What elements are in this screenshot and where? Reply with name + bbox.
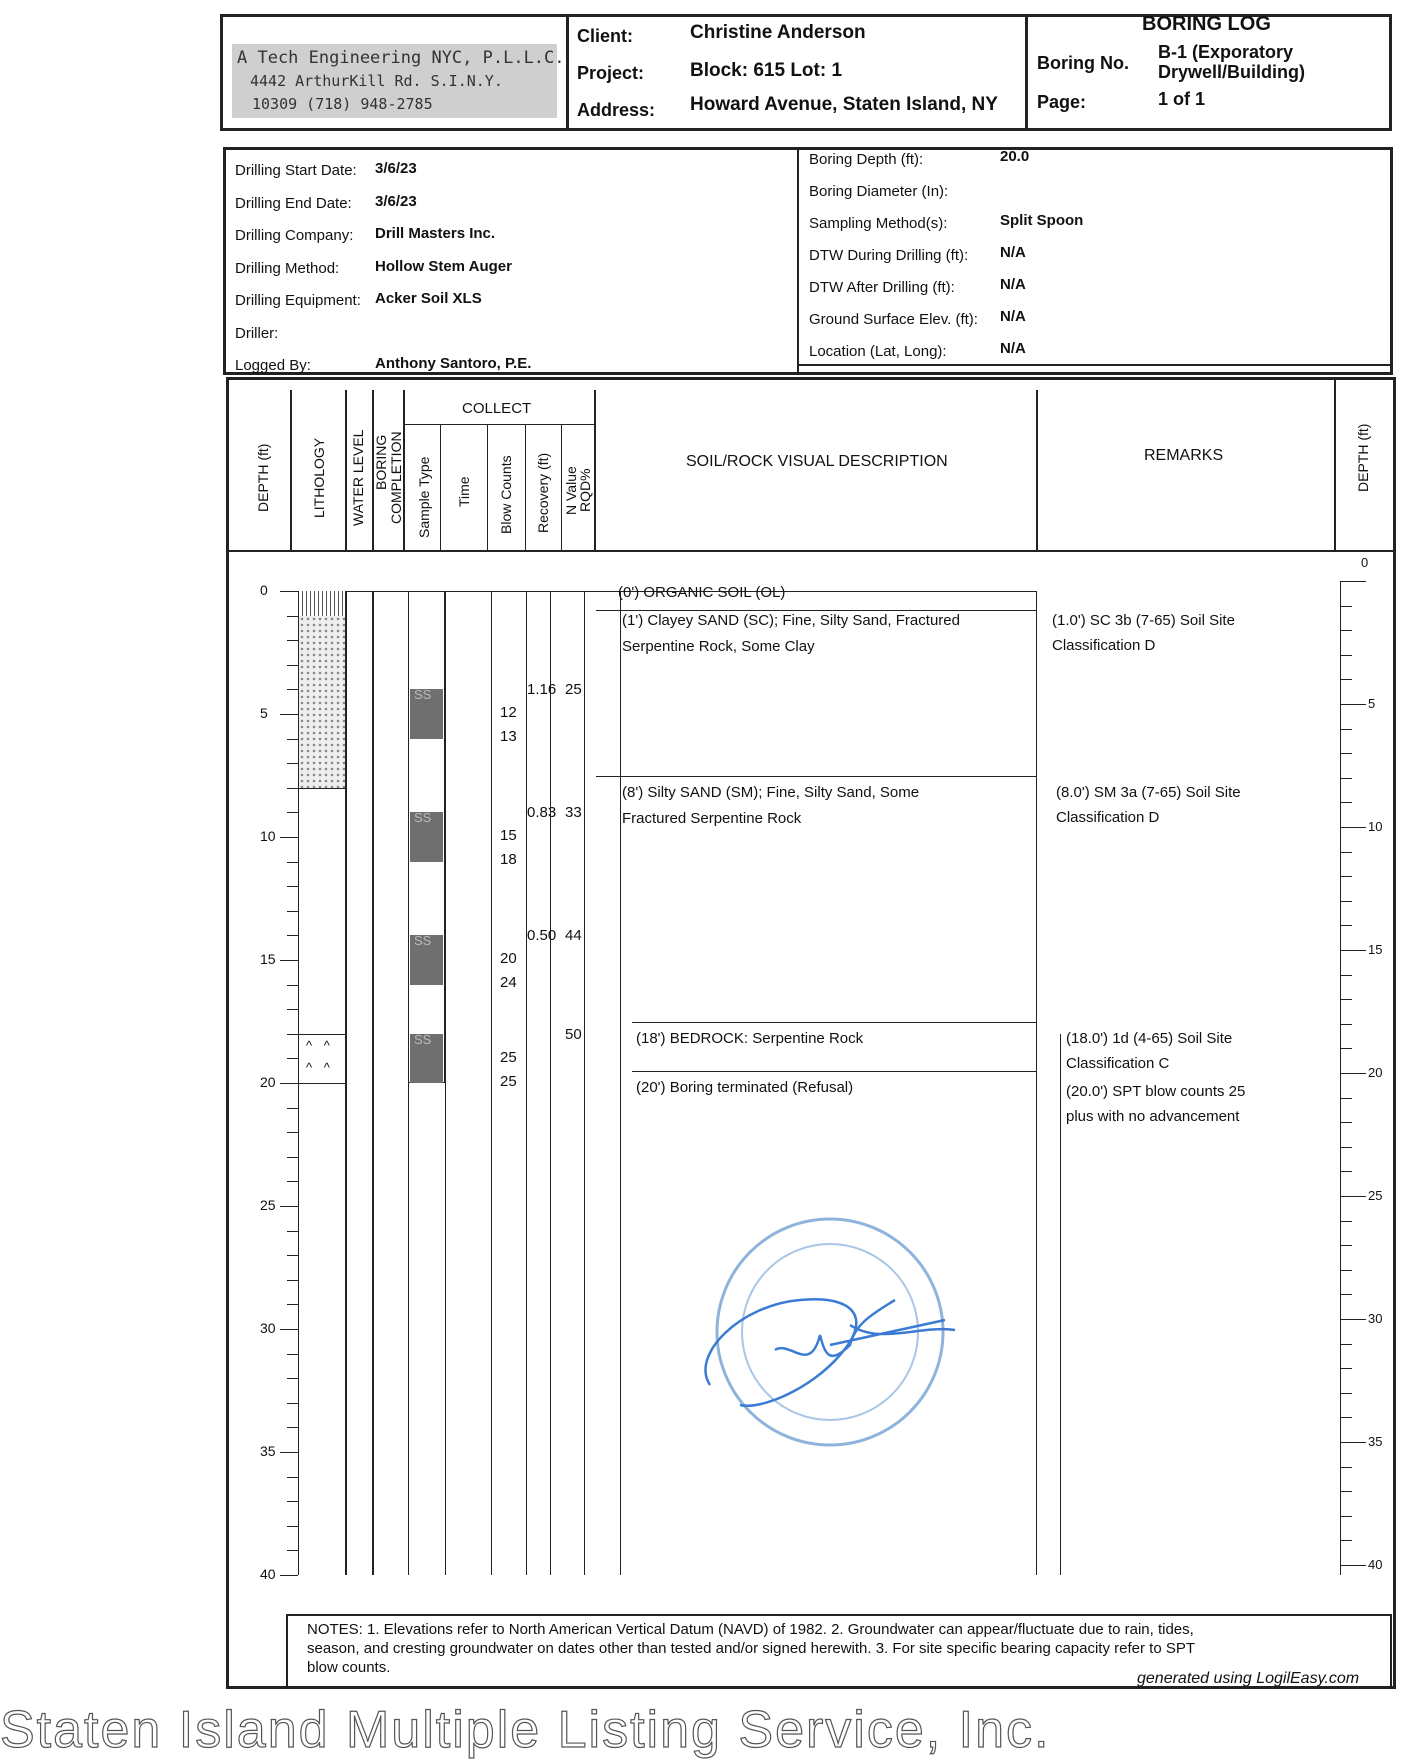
recovery-value: 0.50 xyxy=(527,927,557,945)
drilling-info-value: 3/6/23 xyxy=(375,160,417,177)
boring-info-label: Location (Lat, Long): xyxy=(809,343,947,360)
drilling-info-label: Drilling Method: xyxy=(235,259,340,277)
info-divider xyxy=(797,147,799,375)
depth-tick-right xyxy=(1340,1122,1352,1123)
depth-tick-right xyxy=(1340,655,1352,656)
depth-tick xyxy=(287,1378,298,1379)
col-header-description: SOIL/ROCK VISUAL DESCRIPTION xyxy=(686,453,948,470)
blow-count: 13 xyxy=(500,728,517,746)
lithology-clayey-sand xyxy=(299,616,345,788)
drilling-info-label: Drilling Start Date: xyxy=(235,162,357,179)
depth-tick-right xyxy=(1340,901,1352,902)
drilling-info-value: 3/6/23 xyxy=(375,192,417,210)
col-header-n-value-1: N Value xyxy=(563,466,579,515)
depth-tick xyxy=(280,1329,298,1330)
depth-tick-right xyxy=(1340,975,1352,976)
depth-tick-right xyxy=(1340,1491,1352,1492)
description-line: (0') ORGANIC SOIL (OL) xyxy=(618,584,786,601)
depth-tick-right xyxy=(1340,581,1366,582)
info-divider-bottom xyxy=(799,364,1393,366)
depth-tick-right xyxy=(1340,1516,1352,1517)
depth-tick xyxy=(287,812,298,813)
col-header-collect: COLLECT xyxy=(462,400,532,417)
depth-label: 35 xyxy=(260,1443,276,1459)
depth-tick xyxy=(280,837,298,838)
col-header-lithology: LITHOLOGY xyxy=(311,437,327,518)
depth-label: 30 xyxy=(260,1320,276,1336)
n-value: 25 xyxy=(565,681,582,699)
blow-count: 20 xyxy=(500,950,517,968)
body-col-line xyxy=(345,591,347,1575)
col-sep xyxy=(525,424,526,550)
depth-tick xyxy=(280,1575,298,1576)
lithology-boundary xyxy=(290,1083,345,1084)
sample-type: SS xyxy=(414,810,432,826)
depth-tick-right xyxy=(1340,1024,1352,1025)
depth-label-right: 5 xyxy=(1368,696,1376,711)
depth-tick xyxy=(280,1206,298,1207)
description-line: Serpentine Rock, Some Clay xyxy=(622,637,815,655)
depth-tick xyxy=(287,1231,298,1232)
body-col-line xyxy=(584,591,585,1575)
col-header-n-value-2: RQD% xyxy=(577,468,593,512)
depth-tick xyxy=(287,1403,298,1404)
address-value: Howard Avenue, Staten Island, NY xyxy=(690,94,998,115)
col-header-boring-completion-1: BORING xyxy=(373,434,389,490)
depth-tick-right xyxy=(1340,1270,1352,1271)
remark-line: plus with no advancement xyxy=(1066,1108,1240,1125)
depth-tick xyxy=(280,714,298,715)
col-header-sample-type: Sample Type xyxy=(416,456,432,538)
drilling-info-label: Logged By: xyxy=(235,357,311,374)
depth-tick xyxy=(287,1058,298,1059)
depth-tick-right xyxy=(1340,1565,1366,1566)
client-label: Client: xyxy=(577,26,633,46)
recovery-value: 0.83 xyxy=(527,804,557,822)
client-value: Christine Anderson xyxy=(690,22,866,43)
depth-tick xyxy=(287,1501,298,1502)
engineer-seal xyxy=(680,1205,970,1455)
collect-underline xyxy=(403,424,594,425)
depth-tick-right xyxy=(1340,1171,1352,1172)
drilling-info-value: Drill Masters Inc. xyxy=(375,225,496,242)
boring-no-value-2: Drywell/Building) xyxy=(1158,62,1306,82)
drilling-info-label: Drilling Company: xyxy=(235,227,354,244)
company-line-2: 4442 ArthurKill Rd. S.I.N.Y. xyxy=(250,72,503,90)
depth-label: 10 xyxy=(260,828,276,844)
col-header-time: Time xyxy=(456,476,472,507)
lithology-organic xyxy=(299,591,345,616)
depth-tick xyxy=(287,1477,298,1478)
lithology-boundary xyxy=(290,1034,345,1035)
depth-tick-right xyxy=(1340,1196,1366,1197)
depth-tick-right xyxy=(1340,1467,1352,1468)
col-sep xyxy=(594,390,596,550)
drilling-info-label: Drilling End Date: xyxy=(235,194,352,212)
remark-line: (20.0') SPT blow counts 25 xyxy=(1066,1083,1246,1100)
depth-tick xyxy=(287,739,298,740)
address-label: Address: xyxy=(577,100,656,120)
col-sep xyxy=(345,390,347,550)
boring-info-label: DTW After Drilling (ft): xyxy=(809,279,955,296)
col-sep xyxy=(290,390,292,550)
boring-info-value: N/A xyxy=(1000,276,1026,293)
boring-info-value: N/A xyxy=(1000,244,1026,261)
depth-tick-right xyxy=(1340,852,1352,853)
lithology-bedrock: ^ ^ xyxy=(306,1060,334,1076)
depth-tick xyxy=(287,1181,298,1182)
depth-tick-right xyxy=(1340,1098,1352,1099)
col-header-boring-completion-2: COMPLETION xyxy=(388,431,404,524)
depth-tick-right xyxy=(1340,1442,1366,1443)
depth-tick xyxy=(287,985,298,986)
depth-tick xyxy=(287,886,298,887)
col-header-remarks: REMARKS xyxy=(1144,447,1224,464)
blow-count: 24 xyxy=(500,974,517,992)
depth-tick xyxy=(280,591,298,592)
depth-tick xyxy=(287,1354,298,1355)
remark-line: Classification C xyxy=(1066,1054,1170,1072)
depth-label-right: 35 xyxy=(1368,1434,1383,1449)
sample-type: SS xyxy=(414,687,432,703)
notes-line-2: season, and cresting groundwater on dates other than tested and/or signed herewith. 3. For site specific bearing capacity refer to SPT xyxy=(307,1640,1196,1657)
drilling-info-value: Hollow Stem Auger xyxy=(375,257,512,275)
boring-no-value-1: B-1 (Exporatory xyxy=(1158,42,1294,62)
depth-tick-right xyxy=(1340,827,1366,828)
description-line: (20') Boring terminated (Refusal) xyxy=(636,1079,854,1096)
depth-tick xyxy=(287,1157,298,1158)
depth-tick xyxy=(287,665,298,666)
body-col-line xyxy=(372,591,374,1575)
description-line: Fractured Serpentine Rock xyxy=(622,809,802,827)
header-divider-1 xyxy=(566,14,569,131)
depth-axis-right xyxy=(1340,581,1341,1575)
depth-tick xyxy=(280,1452,298,1453)
page-title: BORING LOG xyxy=(1142,13,1271,35)
depth-label: 5 xyxy=(260,705,268,721)
page-value: 1 of 1 xyxy=(1158,89,1206,109)
page-label: Page: xyxy=(1037,92,1087,112)
blow-count: 15 xyxy=(500,827,517,845)
col-header-recovery: Recovery (ft) xyxy=(535,452,551,533)
depth-tick-right xyxy=(1340,876,1352,877)
depth-tick xyxy=(287,935,298,936)
depth-tick xyxy=(287,911,298,912)
lithology-bedrock: ^ ^ xyxy=(306,1037,334,1053)
company-line-3: 10309 (718) 948-2785 xyxy=(252,95,433,113)
watermark: Staten Island Multiple Listing Service, Inc. xyxy=(0,1701,1051,1759)
project-value: Block: 615 Lot: 1 xyxy=(690,60,843,81)
depth-tick xyxy=(287,862,298,863)
depth-tick-right xyxy=(1340,999,1352,1000)
depth-tick-right xyxy=(1340,606,1352,607)
depth-label-right: 25 xyxy=(1368,1188,1383,1203)
depth-tick-right xyxy=(1340,1048,1352,1049)
depth-tick xyxy=(287,763,298,764)
depth-tick xyxy=(287,1526,298,1527)
depth-tick-right xyxy=(1340,1245,1352,1246)
boring-info-label: Sampling Method(s): xyxy=(809,215,948,232)
depth-label-right: 15 xyxy=(1368,942,1383,957)
body-col-line xyxy=(1036,591,1037,1575)
drilling-info-label: Drilling Equipment: xyxy=(235,292,361,309)
depth-tick xyxy=(280,960,298,961)
drilling-info-value: Acker Soil XLS xyxy=(375,290,482,307)
n-value: 44 xyxy=(565,927,582,945)
depth-tick xyxy=(287,1427,298,1428)
notes-line-1: NOTES: 1. Elevations refer to North American Vertical Datum (NAVD) of 1982. 2. Groundwater can appear/fluctuate due to rain, tides, xyxy=(307,1621,1194,1638)
boring-info-label: DTW During Drilling (ft): xyxy=(809,247,969,264)
body-col-line xyxy=(526,591,527,1575)
col-sep xyxy=(440,424,441,550)
remark-line: (18.0') 1d (4-65) Soil Site xyxy=(1066,1029,1233,1047)
notes-line-3: blow counts. xyxy=(307,1659,391,1676)
depth-tick-right xyxy=(1340,1294,1352,1295)
boring-info-value: N/A xyxy=(1000,340,1026,357)
depth-tick xyxy=(287,1550,298,1551)
company-line-1: A Tech Engineering NYC, P.L.L.C. xyxy=(237,48,565,68)
depth-tick-right xyxy=(1340,1540,1352,1541)
depth-tick-right xyxy=(1340,1221,1352,1222)
blow-count: 12 xyxy=(500,704,517,722)
depth-tick-right xyxy=(1340,729,1352,730)
depth-label-right: 0 xyxy=(1361,555,1369,570)
depth-tick-right xyxy=(1340,1319,1366,1320)
description-divider xyxy=(632,1022,1036,1023)
boring-info-value: 20.0 xyxy=(1000,148,1030,165)
body-col-line xyxy=(620,591,621,1575)
blow-count: 25 xyxy=(500,1072,517,1090)
boring-info-label: Boring Depth (ft): xyxy=(809,151,924,168)
description-line: (8') Silty SAND (SM); Fine, Silty Sand, Some xyxy=(622,783,920,801)
depth-tick xyxy=(287,616,298,617)
depth-label: 20 xyxy=(260,1074,276,1090)
depth-tick-right xyxy=(1340,1368,1352,1369)
remark-line: Classification D xyxy=(1056,808,1160,826)
depth-tick-right xyxy=(1340,630,1352,631)
depth-tick xyxy=(287,1132,298,1133)
boring-info-label: Ground Surface Elev. (ft): xyxy=(809,311,978,328)
col-sep xyxy=(1036,390,1038,550)
body-col-line xyxy=(550,591,551,1575)
project-label: Project: xyxy=(577,63,645,83)
depth-tick xyxy=(287,1304,298,1305)
depth-label: 40 xyxy=(260,1566,276,1582)
remark-line: (1.0') SC 3b (7-65) Soil Site xyxy=(1052,611,1235,629)
body-col-line xyxy=(1060,1034,1061,1575)
depth-tick-right xyxy=(1340,802,1352,803)
depth-label: 15 xyxy=(260,951,276,967)
depth-tick-right xyxy=(1340,1344,1352,1345)
depth-tick xyxy=(287,1108,298,1109)
depth-label-right: 10 xyxy=(1368,819,1383,834)
depth-label-right: 40 xyxy=(1368,1557,1383,1572)
lithology-boundary xyxy=(290,788,345,789)
depth-tick-right xyxy=(1340,778,1352,779)
col-header-blow-counts: Blow Counts xyxy=(498,455,514,534)
boring-no-label: Boring No. xyxy=(1037,53,1129,73)
depth-tick-right xyxy=(1340,704,1366,705)
depth-tick xyxy=(287,1009,298,1010)
remark-line: (8.0') SM 3a (7-65) Soil Site xyxy=(1056,783,1241,801)
description-divider xyxy=(632,1071,1036,1072)
boring-info-label: Boring Diameter (In): xyxy=(809,183,949,200)
depth-label: 0 xyxy=(260,582,268,598)
header-divider-2 xyxy=(1025,14,1028,131)
header-row-bottom xyxy=(229,550,1393,552)
depth-tick-right xyxy=(1340,950,1366,951)
n-value: 50 xyxy=(565,1025,582,1043)
depth-tick xyxy=(287,1280,298,1281)
description-divider xyxy=(596,610,1036,611)
depth-tick xyxy=(287,640,298,641)
depth-tick xyxy=(287,689,298,690)
col-sep xyxy=(487,424,488,550)
col-header-depth: DEPTH (ft) xyxy=(255,443,271,512)
recovery-value: 1.16 xyxy=(527,681,557,699)
boring-info-value: Split Spoon xyxy=(1000,212,1084,229)
depth-label: 25 xyxy=(260,1197,276,1213)
depth-tick-right xyxy=(1340,925,1352,926)
blow-count: 25 xyxy=(500,1048,517,1066)
depth-tick-right xyxy=(1340,1393,1352,1394)
boring-info-value: N/A xyxy=(1000,308,1026,325)
sample-type: SS xyxy=(414,933,432,949)
depth-tick-right xyxy=(1340,1147,1352,1148)
depth-tick-right xyxy=(1340,1073,1366,1074)
description-line: (1') Clayey SAND (SC); Fine, Silty Sand, Fractured xyxy=(622,611,960,629)
remark-line: Classification D xyxy=(1052,636,1156,654)
depth-tick xyxy=(287,1255,298,1256)
sample-type: SS xyxy=(414,1031,432,1047)
n-value: 33 xyxy=(565,804,582,822)
col-header-water-level: WATER LEVEL xyxy=(350,429,366,526)
blow-count: 18 xyxy=(500,851,517,869)
drilling-info-label: Driller: xyxy=(235,324,279,342)
col-sep xyxy=(1334,378,1336,550)
col-header-depth-right: DEPTH (ft) xyxy=(1355,423,1371,492)
body-col-line xyxy=(491,591,492,1575)
depth-tick-right xyxy=(1340,753,1352,754)
col-sep xyxy=(561,424,562,550)
drilling-info-value: Anthony Santoro, P.E. xyxy=(375,355,532,372)
depth-tick-right xyxy=(1340,679,1352,680)
description-line: (18') BEDROCK: Serpentine Rock xyxy=(636,1029,864,1047)
depth-label-right: 30 xyxy=(1368,1311,1383,1326)
depth-label-right: 20 xyxy=(1368,1065,1383,1080)
body-col-line xyxy=(445,591,446,1575)
depth-tick-right xyxy=(1340,1417,1352,1418)
description-divider xyxy=(596,776,1036,777)
generated-by: generated using LogilEasy.com xyxy=(1137,1670,1360,1687)
